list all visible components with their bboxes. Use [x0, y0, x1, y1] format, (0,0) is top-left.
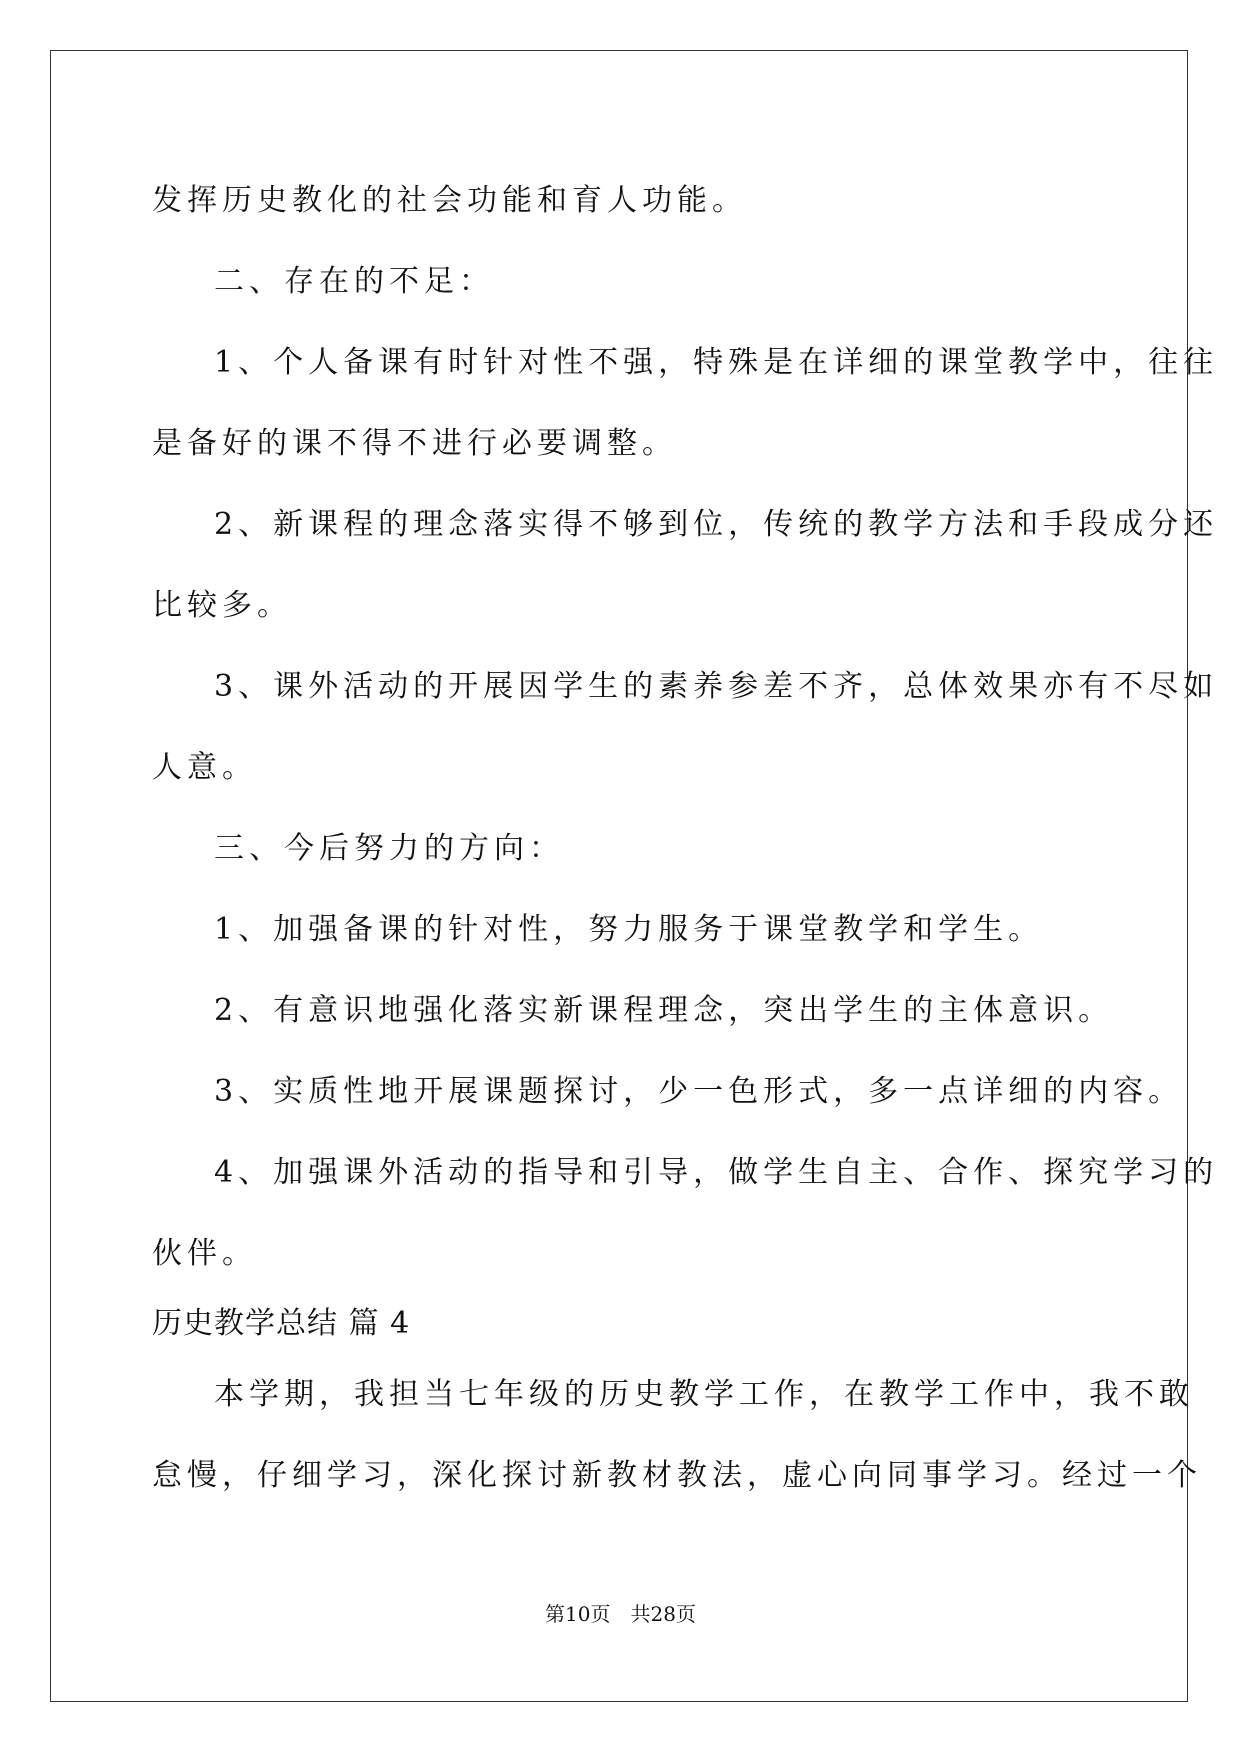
section-subheading: 二、存在的不足：: [214, 264, 494, 299]
paragraph-line: 是备好的课不得不进行必要调整。: [152, 426, 677, 461]
paragraph-line: 比较多。: [152, 588, 292, 623]
section-subheading: 三、今后努力的方向：: [214, 831, 564, 866]
paragraph-line: 2、新课程的理念落实得不够到位，传统的教学方法和手段成分还: [214, 507, 1219, 542]
page-number: 第10页 共28页: [545, 1602, 696, 1626]
paragraph-line: 1、加强备课的针对性，努力服务于课堂教学和学生。: [214, 912, 1044, 947]
paragraph-line: 3、实质性地开展课题探讨，少一色形式，多一点详细的内容。: [214, 1074, 1184, 1109]
paragraph-line: 人意。: [152, 750, 257, 785]
paragraph-line: 本学期，我担当七年级的历史教学工作，在教学工作中，我不敢: [214, 1377, 1194, 1412]
document-body: [152, 160, 1219, 1516]
page-footer: [0, 1598, 1241, 1627]
paragraph-line: 1、个人备课有时针对性不强，特殊是在详细的课堂教学中，往往: [214, 345, 1219, 380]
paragraph-line: 4、加强课外活动的指导和引导，做学生自主、合作、探究学习的: [214, 1155, 1219, 1190]
section-heading: 历史教学总结 篇 4: [152, 1306, 411, 1341]
paragraph-line: 伙伴。: [152, 1236, 257, 1271]
paragraph-line: 怠慢，仔细学习，深化探讨新教材教法，虚心向同事学习。经过一个: [152, 1458, 1202, 1493]
paragraph-line: 2、有意识地强化落实新课程理念，突出学生的主体意识。: [214, 993, 1114, 1028]
paragraph-line: 3、课外活动的开展因学生的素养参差不齐，总体效果亦有不尽如: [214, 669, 1219, 704]
paragraph-line: 发挥历史教化的社会功能和育人功能。: [152, 183, 747, 218]
